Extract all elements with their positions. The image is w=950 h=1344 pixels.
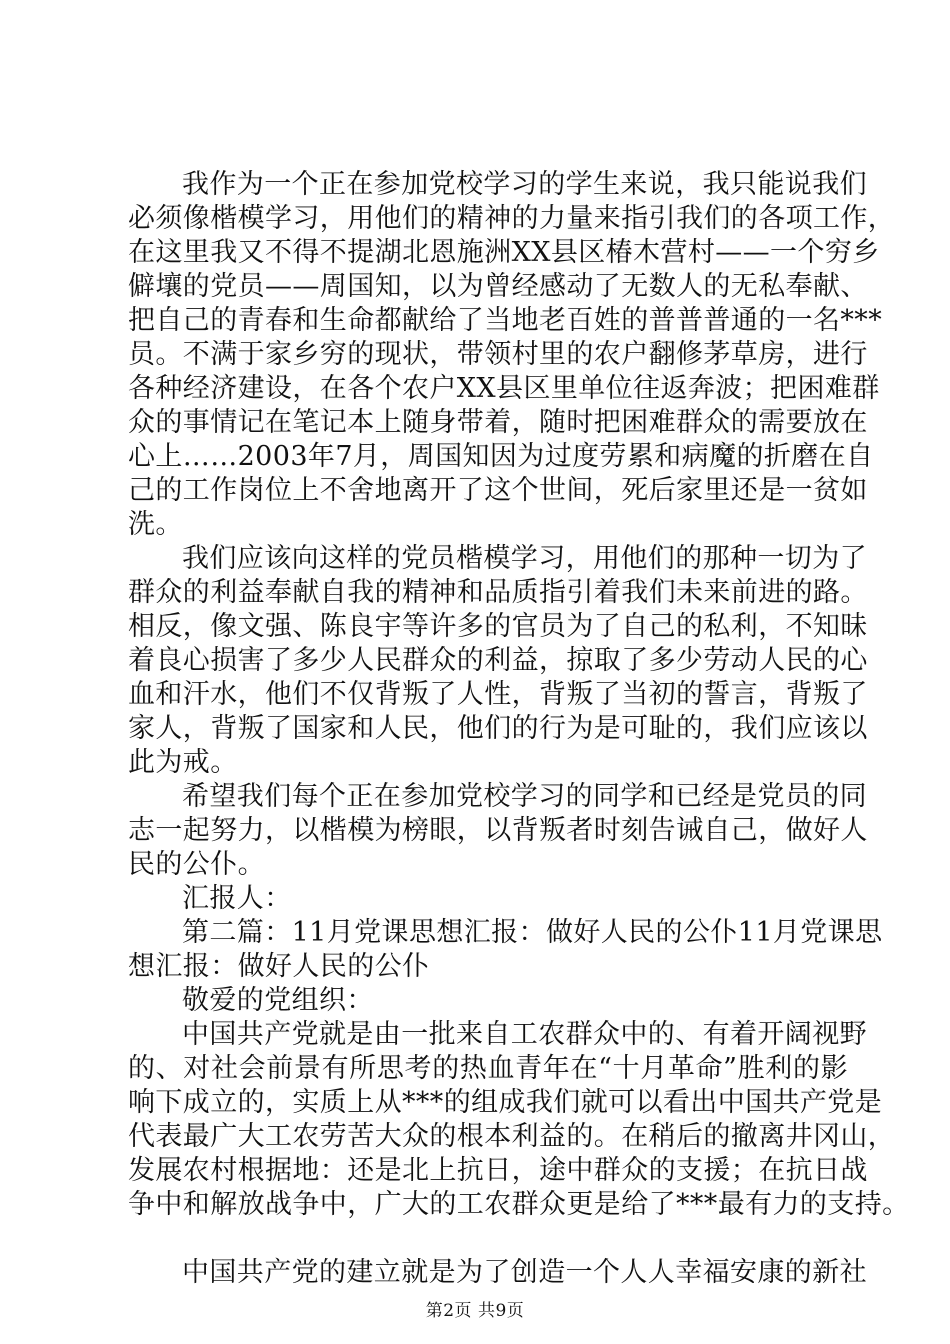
text-line: 中国共产党就是由一批来自工农群众中的、有着开阔视野 [182,1019,867,1050]
text-line: 发展农村根据地：还是北上抗日，途中群众的支援；在抗日战 [128,1155,868,1186]
text-line: 我们应该向这样的党员楷模学习，用他们的那种一切为了 [182,543,867,574]
text-line: 中国共产党的建立就是为了创造一个人人幸福安康的新社 [182,1257,867,1288]
text-line: 希望我们每个正在参加党校学习的同学和已经是党员的同 [182,781,867,812]
text-line: 各种经济建设，在各个农户XX县区里单位往返奔波；把困难群 [128,373,880,404]
text-line: 汇报人： [182,883,292,914]
document-body [128,168,910,1290]
text-line: 相反，像文强、陈良宇等许多的官员为了自己的私利，不知昧 [128,611,868,642]
section-heading-continued: 想汇报：做好人民的公仆 [128,951,430,982]
text-line: 众的事情记在笔记本上随身带着，随时把困难群众的需要放在 [128,407,868,438]
text-line: 代表最广大工农劳苦大众的根本利益的。在稍后的撤离井冈山， [128,1121,896,1152]
text-line: 家人，背叛了国家和人民，他们的行为是可耻的，我们应该以 [128,713,868,744]
page-number: 第2页 共9页 [425,1301,525,1321]
text-line: 僻壤的党员——周国知，以为曾经感动了无数人的无私奉献、 [128,271,868,302]
text-line: 争中和解放战争中，广大的工农群众更是给了***最有力的支持。 [128,1189,910,1220]
text-line: 志一起努力，以楷模为榜眼，以背叛者时刻告诫自己，做好人 [128,815,868,846]
text-line: 群众的利益奉献自我的精神和品质指引着我们未来前进的路。 [128,577,868,608]
paragraph-gap [128,1222,848,1256]
section-heading: 第二篇：11月党课思想汇报：做好人民的公仆11月党课思 [182,917,883,948]
text-line: 血和汗水，他们不仅背叛了人性，背叛了当初的誓言，背叛了 [128,679,868,710]
text-line: 在这里我又不得不提湖北恩施洲XX县区椿木营村——一个穷乡 [128,237,880,268]
text-line: 的、对社会前景有所思考的热血青年在“十月革命”胜利的影 [128,1053,848,1084]
text-line: 洗。 [128,509,183,540]
text-line: 必须像楷模学习，用他们的精神的力量来指引我们的各项工作， [128,203,896,234]
text-line: 着良心损害了多少人民群众的利益，掠取了多少劳动人民的心 [128,645,868,676]
text-line: 员。不满于家乡穷的现状，带领村里的农户翻修茅草房，进行 [128,339,868,370]
text-line: 把自己的青春和生命都献给了当地老百姓的普普普通的一名*** [128,305,883,336]
text-line: 民的公仆。 [128,849,265,880]
text-line: 己的工作岗位上不舍地离开了这个世间，死后家里还是一贫如 [128,475,868,506]
salutation: 敬爱的党组织： [182,985,374,1016]
text-line: 心上……2003年7月，周国知因为过度劳累和病魔的折磨在自 [128,441,874,472]
text-line: 响下成立的，实质上从***的组成我们就可以看出中国共产党是 [128,1087,883,1118]
text-line: 我作为一个正在参加党校学习的学生来说，我只能说我们 [182,169,867,200]
text-line: 此为戒。 [128,747,238,778]
